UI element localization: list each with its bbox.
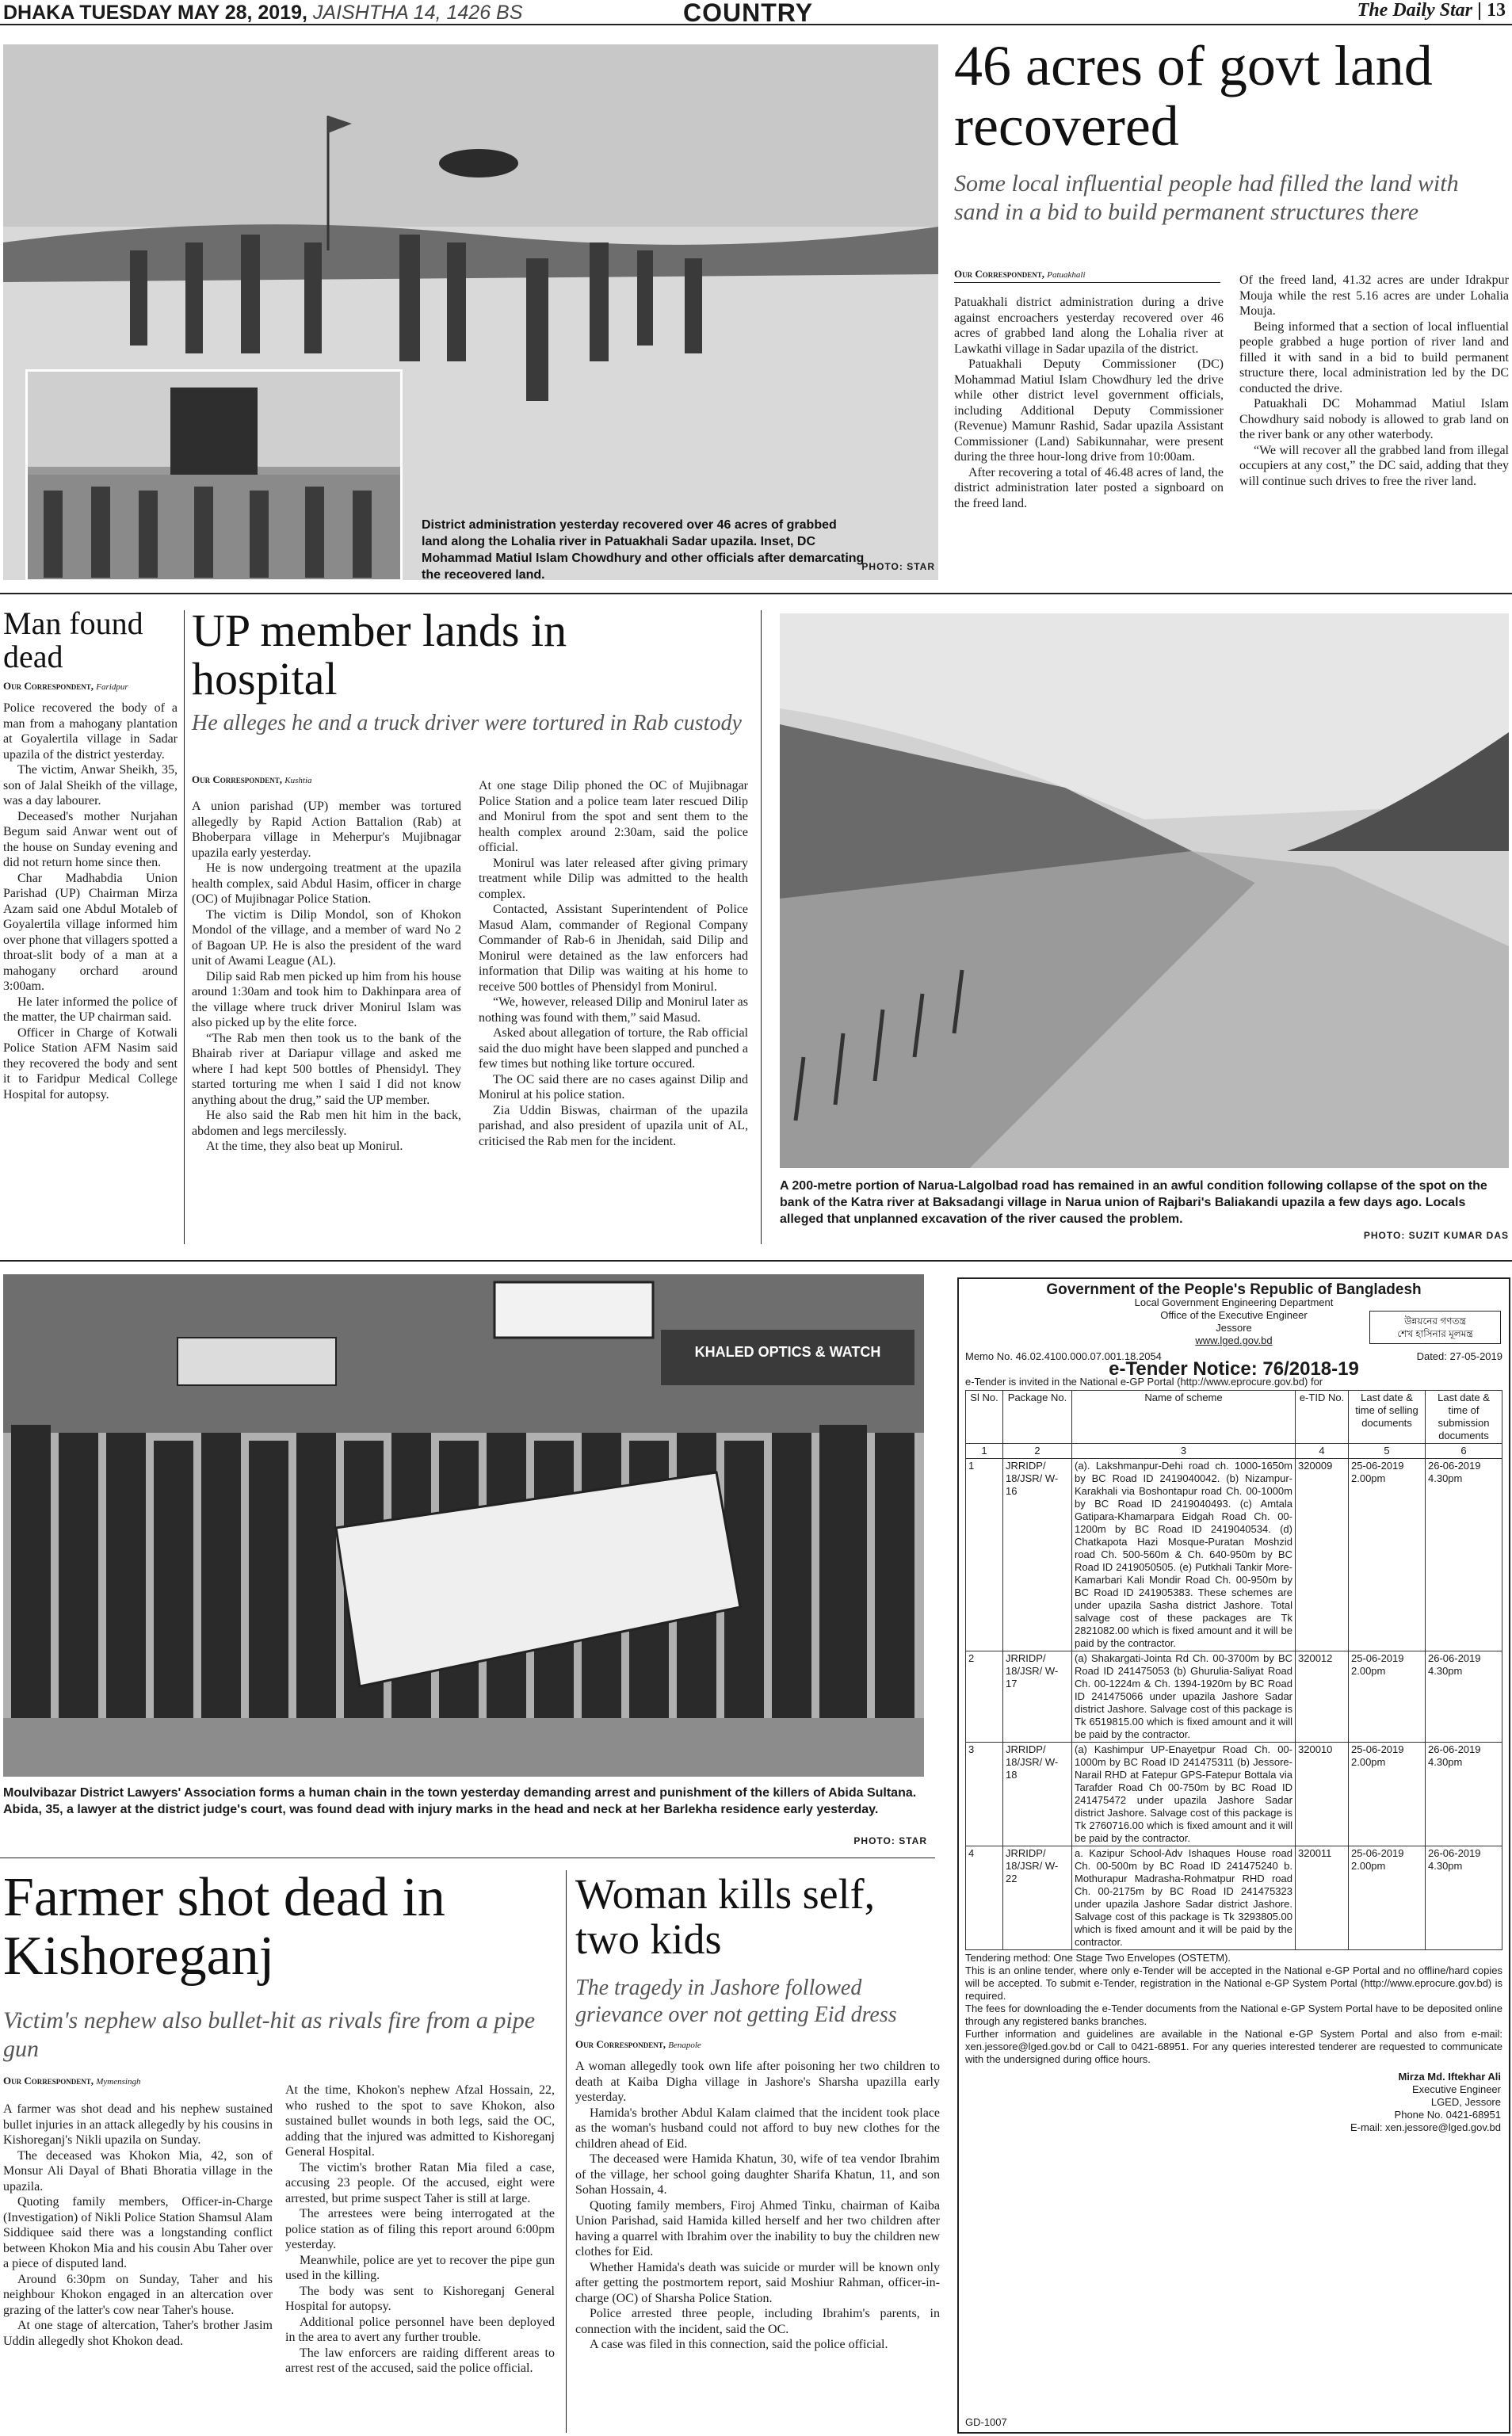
row-tid: 320010 bbox=[1296, 1743, 1349, 1846]
th-scheme: Name of scheme bbox=[1072, 1391, 1296, 1444]
story5-para-7: A case was filed in this connection, said the police official. bbox=[590, 2338, 888, 2351]
story3-deck: He alleges he and a truck driver were tortured in Rab custody bbox=[192, 711, 742, 735]
story5-para-5: Whether Hamida's death was suicide or murder will be known only after getting the postmortem report, said Moshiur Rahman, officer-in-charge (OC) of Sharsha Police Station. bbox=[575, 2260, 940, 2305]
story1-para-5: Being informed that a section of local influential people grabbed a huge portion of river land and filled it with sand in a bid to build permanent structure there, local administration led by the DC conducted the drive. bbox=[1239, 319, 1509, 395]
row-selling: 25-06-2019 2.00pm bbox=[1349, 1743, 1426, 1846]
story3-divider bbox=[761, 610, 762, 1244]
story3-c2-para-6: The OC said there are no cases against Dilip and Monirul at his police station. bbox=[479, 1072, 748, 1102]
human-chain-caption: Moulvibazar District Lawyers' Association forms a human chain in the town yesterday demanding arrest and punishment of the killers of Abida Sultana. Abida, 35, a lawyer at the district judge's court, was found dead with injury marks in the head and neck at her Barlekha residence early yesterday. bbox=[3, 1786, 917, 1816]
row-sl: 2 bbox=[966, 1651, 1003, 1743]
colnum: 1 bbox=[966, 1444, 1003, 1459]
story4-c2-para-1: At the time, Khokon's nephew Afzal Hossain, 22, who rushed to the spot to save Khokon, also sustained bullet wounds in both legs, said the OC, adding that the injured was admitted to Kishoreganj General Hospital. bbox=[285, 2083, 555, 2159]
colnum: 3 bbox=[1072, 1444, 1296, 1459]
colnum: 5 bbox=[1349, 1444, 1426, 1459]
story3-column-1 bbox=[192, 799, 461, 1246]
dateline: DHAKA TUESDAY MAY 28, 2019, JAISHTHA 14, 1426 BS bbox=[3, 2, 523, 24]
story5-byline: Our Correspondent, Benapole bbox=[575, 2038, 701, 2050]
page-number: 13 bbox=[1487, 0, 1506, 21]
colnum: 6 bbox=[1426, 1444, 1502, 1459]
story5-para-6: Police arrested three people, including Ibrahim's parents, in connection with the incident, said the OC. bbox=[575, 2307, 940, 2336]
land-photo-credit: PHOTO: STAR bbox=[861, 561, 935, 572]
shop-sign: KHALED OPTICS & WATCH bbox=[694, 1344, 881, 1360]
tender-notice bbox=[957, 1277, 1510, 2434]
story2-divider bbox=[184, 610, 185, 1244]
story4-deck: Victim's nephew also bullet-hit as rivals fire from a pipe gun bbox=[3, 2007, 536, 2062]
tender-office: Office of the Executive Engineer bbox=[1160, 1309, 1308, 1321]
tender-dept: Local Government Engineering Department bbox=[1134, 1296, 1334, 1308]
tender-notes bbox=[959, 1952, 1509, 2066]
story4-byline: Our Correspondent, Mymensingh bbox=[3, 2075, 141, 2087]
tender-slogan-box bbox=[1369, 1311, 1501, 1344]
table-row bbox=[966, 1651, 1502, 1743]
slogan-line-1: উন্নয়নের গণতন্ত্র bbox=[1404, 1315, 1466, 1327]
inset-scene bbox=[28, 372, 400, 579]
tender-date: Dated: 27-05-2019 bbox=[1416, 1350, 1502, 1362]
story4-c1-para-2: The deceased was Khokon Mia, 42, son of Monsur Ali Dayal of Bhati Bhoratia village in the upazila. bbox=[3, 2148, 273, 2194]
row-submission: 26-06-2019 4.30pm bbox=[1426, 1846, 1502, 1950]
row-selling: 25-06-2019 2.00pm bbox=[1349, 1846, 1426, 1950]
story4-c1-para-1: A farmer was shot dead and his nephew sustained bullet injuries in an attack allegedly by his cousins in Kishoreganj's Nikli upazila on Sunday. bbox=[3, 2102, 273, 2147]
story1-para-1: Patuakhali district administration during a drive against encroachers yesterday recovered over 46 acres of grabbed land along the Lohalia river at Lawkathi village in Sadar upazila of the district. bbox=[954, 296, 1224, 356]
story2-para-2: The victim, Anwar Sheikh, 35, son of Jalal Sheikh of the village, was a day labourer. bbox=[3, 763, 178, 808]
story4-column-2 bbox=[285, 2083, 555, 2433]
story4-headline: Farmer shot dead in Kishoreganj bbox=[3, 1867, 445, 1987]
slogan-line-2: শেখ হাসিনার মূলমন্ত্র bbox=[1397, 1328, 1473, 1339]
tender-gd-number: GD-1007 bbox=[965, 2416, 1007, 2428]
th-selling: Last date & time of selling documents bbox=[1349, 1391, 1426, 1444]
story1-para-2: Patuakhali Deputy Commissioner (DC) Mohammad Matiul Islam Chowdhury led the drive while other district level government officials, including Additional Deputy Commissioner (Revenue) Mamunr Rashid, Sadar upazila Assistant Commissioner (Land) Sabikunnahar, were present during the three hour-long drive from 10:00am. bbox=[954, 357, 1224, 464]
story2-para-1: Police recovered the body of a man from a mahogany plantation at Goyalertila village in Sadar upazila of the district yesterday. bbox=[3, 701, 178, 762]
th-submission: Last date & time of submission documents bbox=[1426, 1391, 1502, 1444]
story4-column-1 bbox=[3, 2102, 273, 2433]
row-package: JRRIDP/ 18/JSR/ W-18 bbox=[1003, 1743, 1072, 1846]
story3-c1-para-1: A union parishad (UP) member was tortured allegedly by Rapid Action Battalion (Rab) at Bhoberpara village in Meherpur's Mujibnagar upazila early yesterday. bbox=[192, 800, 461, 860]
land-photo-caption: District administration yesterday recovered over 46 acres of grabbed land along the Lohalia river in Patuakhali Sadar upazila. Inset, DC Mohammad Matiul Islam Chowdhury and other officials after demarcating the receovered land. bbox=[422, 518, 865, 580]
tender-web-link[interactable]: www.lged.gov.bd bbox=[1195, 1334, 1273, 1346]
story3-c1-para-5: “The Rab men then took us to the bank of the Bhairab river at Dariapur village and asked me where I had kept 500 bottles of Phensidyl. They started torturing me when I said I did not know anything about the drug,” said the UP member. bbox=[192, 1031, 461, 1107]
row-sl: 1 bbox=[966, 1459, 1003, 1651]
story4-c2-para-5: The body was sent to Kishoreganj General Hospital for autopsy. bbox=[285, 2284, 555, 2313]
section-divider-1 bbox=[0, 593, 1512, 594]
row-submission: 26-06-2019 4.30pm bbox=[1426, 1459, 1502, 1651]
story3-c1-para-7: At the time, they also beat up Monirul. bbox=[206, 1140, 403, 1153]
story2-headline: Man found dead bbox=[3, 605, 143, 674]
road-collapse-scene bbox=[780, 613, 1509, 1168]
story4-c2-para-4: Meanwhile, police are yet to recover the pipe gun used in the killing. bbox=[285, 2253, 555, 2282]
signer-name: Mirza Md. Iftekhar Ali bbox=[1398, 2071, 1501, 2083]
story3-c2-para-3: Contacted, Assistant Superintendent of Police Masud Alam, commander of Regional Company Commander of Rab-6 in Jhenidah, said Dilip and Monirul were detained as the law enforcers had information that Dilip was waiting at his home to receive 500 bottles of Phensidyl from Monirul. bbox=[479, 903, 748, 994]
story3-c1-para-3: The victim is Dilip Mondol, son of Khokon Mondol of the village, and a member of ward No 2 of Bagoan UP. He is also the president of the ward unit of Awami League (AL). bbox=[192, 907, 461, 968]
story4-c1-para-5: At one stage of altercation, Taher's brother Jasim Uddin allegedly shot Khokon dead. bbox=[3, 2319, 273, 2348]
story3-c2-para-2: Monirul was later released after giving primary treatment while Dilip was admitted to the health complex. bbox=[479, 856, 748, 901]
row-submission: 26-06-2019 4.30pm bbox=[1426, 1743, 1502, 1846]
tender-note-1: Tendering method: One Stage Two Envelopes (OSTETM). bbox=[965, 1952, 1231, 1964]
story5-headline: Woman kills self, two kids bbox=[575, 1870, 876, 1963]
human-chain-credit: PHOTO: STAR bbox=[853, 1835, 927, 1846]
th-tid: e-TID No. bbox=[1296, 1391, 1349, 1444]
story3-column-2 bbox=[479, 778, 748, 1246]
row-tid: 320009 bbox=[1296, 1459, 1349, 1651]
inset-photo bbox=[25, 369, 403, 580]
row-submission: 26-06-2019 4.30pm bbox=[1426, 1651, 1502, 1743]
story3-c2-para-1: At one stage Dilip phoned the OC of Mujibnagar Police Station and a police team later rescued Dilip and Monirul from the spot and sent them to the health complex around 2:30am, said the police official. bbox=[479, 779, 748, 854]
row-tid: 320011 bbox=[1296, 1846, 1349, 1950]
row-package: JRRIDP/ 18/JSR/ W-17 bbox=[1003, 1651, 1072, 1743]
story4-divider bbox=[566, 1870, 567, 2433]
signer-org: LGED, Jessore bbox=[1430, 2096, 1501, 2108]
story4-c2-para-3: The arrestees were being interrogated at the police station as of filing this report around 6:00pm yesterday. bbox=[285, 2207, 555, 2251]
tender-note-2: This is an online tender, where only e-Tender will be accepted in the National e-GP Portal and no offline/hard copies will be accepted. To submit e-Tender, registration in the National e-GP System Portal (http://www.eprocure.gov.bd) is required. bbox=[965, 1964, 1502, 2002]
tender-note-3: The fees for downloading the e-Tender documents from the National e-GP System Portal have to be deposited online through any registered banks branches. bbox=[965, 2003, 1502, 2027]
table-row bbox=[966, 1743, 1502, 1846]
table-row bbox=[966, 1459, 1502, 1651]
tender-title: e-Tender Notice: 76/2018-19 bbox=[1109, 1358, 1359, 1380]
row-scheme: (a) Shakargati-Jointa Rd Ch. 00-3700m by BC Road ID 241475053 (b) Ghurulia-Saliyat Road Ch. 00-1224m & Ch. 1394-1920m by BC Road ID 241475066 under upazila Jashore Sadar district Jashore. Salvage cost of this package is Tk 6519815.00 which is fixed amount and it will be paid by the contractor. bbox=[1072, 1651, 1296, 1743]
row-scheme: (a). Lakshmanpur-Dehi road ch. 1000-1650m by BC Road ID 2419040042. (b) Nizampur-Karakhali via Boshontapur road Ch. 00-1000m by BC Road ID 2419040493. (c) Amtala Gatipara-Khamarpara Eidgah Road Ch. 00-1200m by BC Road ID 2419040534. (d) Chatkapota Hazi Mosque-Puratan Moshzid road Ch. 500-560m & Ch. 640-950m by BC Road ID 2419050505. (e) Putkhali Tankir More-Kamarbari Kali Mondir Road Ch. 00-950m by BC Road ID 241905383. These schemes are under upazila Sasha district Jashore. Total salvage cost of these packages are Tk 2821082.00 which is fixed amount and it will be paid by the contractor. bbox=[1072, 1459, 1296, 1651]
story1-para-6: Patuakhali DC Mohammad Matiul Islam Chowdhury said nobody is allowed to grab land on the river bank or any other waterbody. bbox=[1239, 397, 1509, 441]
tender-note-4: Further information and guidelines are available in the National e-GP System Portal and also from e-mail: xen.jessore@lged.gov.bd or Call to 0421-68951. For any queries interested tenderer are requested to communicate with the undersigned during office hours. bbox=[965, 2028, 1502, 2065]
table-row bbox=[966, 1846, 1502, 1950]
story5-column bbox=[575, 2059, 940, 2433]
masthead bbox=[0, 0, 1512, 25]
land-recovery-photo bbox=[3, 44, 938, 580]
signer-title: Executive Engineer bbox=[1411, 2083, 1501, 2095]
story3-c1-para-2: He is now undergoing treatment at the upazila health complex, said Abdul Hasim, officer in charge (OC) of Mujibnagar Police Station. bbox=[192, 861, 461, 906]
tender-city: Jessore bbox=[1216, 1322, 1252, 1334]
tender-signature bbox=[959, 2066, 1509, 2134]
story3-headline: UP member lands in hospital bbox=[192, 605, 567, 704]
story2-byline: Our Correspondent, Faridpur bbox=[3, 680, 128, 692]
story2-para-4: Char Madhabdia Union Parishad (UP) Chairman Mirza Azam said one Abdul Motaleb of Goyalertila village informed him over phone that villagers spotted a throat-slit body of a man at a mahogany orchard around 3:00am. bbox=[3, 871, 178, 993]
row-scheme: a. Kazipur School-Adv Ishaques House road Ch. 00-500m by BC Road ID 241475240 b. Mothurapur Madrasha-Rohmatpur RHD road Ch. 00-2175m by BC Road ID 241475323 under upazila Jashore Sadar district Jashore. Salvage cost of this package is Tk 3293805.00 which is fixed amount and it will be paid by the contractor. bbox=[1072, 1846, 1296, 1950]
colnum: 2 bbox=[1003, 1444, 1072, 1459]
row-selling: 25-06-2019 2.00pm bbox=[1349, 1459, 1426, 1651]
story1-deck: Some local influential people had filled the land with sand in a bid to build permanent structures there bbox=[954, 170, 1459, 225]
story5-para-3: The deceased were Hamida Khatun, 30, wife of tea vendor Ibrahim of the village, her school going daughter Sharifa Khatun, 11, and son Sohan Hossain, 4. bbox=[575, 2152, 940, 2197]
row-package: JRRIDP/ 18/JSR/ W-16 bbox=[1003, 1459, 1072, 1651]
story2-para-3: Deceased's mother Nurjahan Begum said Anwar went out of the house on Sunday evening and did not return home since then. bbox=[3, 809, 178, 869]
road-collapse-photo bbox=[780, 613, 1509, 1168]
story4-c2-para-7: The law enforcers are raiding different areas to arrest rest of the accused, said the police official. bbox=[285, 2346, 555, 2375]
row-sl: 4 bbox=[966, 1846, 1003, 1950]
tender-memo: Memo No. 46.02.4100.000.07.001.18.2054 bbox=[965, 1350, 1162, 1362]
th-sl: Sl No. bbox=[966, 1391, 1003, 1444]
story2-para-5: He later informed the police of the matter, the UP chairman said. bbox=[3, 995, 178, 1024]
signer-email[interactable]: E-mail: xen.jessore@lged.gov.bd bbox=[1350, 2121, 1501, 2133]
story1-byline-rule bbox=[954, 282, 1220, 283]
road-photo-caption: A 200-metre portion of Narua-Lalgolbad road has remained in an awful condition following collapse of the spot on the bank of the Katra river at Baksadangi village in Narua union of Rajbari's Baliakandi upazila a few days ago. Locals alleged that unplanned excavation of the river caused the problem. bbox=[780, 1179, 1487, 1226]
tender-table bbox=[965, 1390, 1502, 1950]
story2-column bbox=[3, 701, 178, 1247]
story4-c2-para-2: The victim's brother Ratan Mia filed a case, accusing 23 people. Of the accused, eight were arrested, but prime suspect Taher is still at large. bbox=[285, 2160, 555, 2205]
story2-para-6: Officer in Charge of Kotwali Police Station AFM Nasim said they recovered the body and sent it to Faridpur Medical College Hospital for autopsy. bbox=[3, 1025, 178, 1102]
story5-para-4: Quoting family members, Firoj Ahmed Tinku, chairman of Kaiba Union Parishad, said Hamida killed herself and her two children after having a quarrel with Ibrahim over the inability to buy the children new clothes for Eid. bbox=[575, 2198, 940, 2258]
story1-byline: Our Correspondent, Patuakhali bbox=[954, 268, 1086, 280]
row-tid: 320012 bbox=[1296, 1651, 1349, 1743]
story4-c1-para-4: Around 6:30pm on Sunday, Taher and his neighbour Khokon engaged in an altercation over grazing of the latter's cow near Taher's house. bbox=[3, 2272, 273, 2317]
tender-gov: Government of the People's Republic of Bangladesh bbox=[1046, 1281, 1422, 1298]
story1-column-2 bbox=[1239, 273, 1509, 578]
story3-byline: Our Correspondent, Kushtia bbox=[192, 773, 312, 785]
story3-c2-para-4: “We, however, released Dilip and Monirul later as nothing was found with them,” said Masud. bbox=[479, 995, 748, 1025]
row-package: JRRIDP/ 18/JSR/ W-22 bbox=[1003, 1846, 1072, 1950]
section-title: COUNTRY bbox=[683, 0, 814, 27]
story4-c2-para-6: Additional police personnel have been deployed in the area to avert any further trouble. bbox=[285, 2315, 555, 2344]
story3-c1-para-6: He also said the Rab men hit him in the back, abdomen and legs mercilessly. bbox=[192, 1109, 461, 1138]
story1-para-3: After recovering a total of 46.48 acres of land, the district administration later posted a signboard on the freed land. bbox=[954, 465, 1224, 510]
story5-deck: The tragedy in Jashore followed grievance over not getting Eid dress bbox=[575, 1976, 897, 2027]
signer-phone: Phone No. 0421-68951 bbox=[1394, 2109, 1501, 2121]
paper-name: The Daily Star 13 bbox=[1357, 0, 1506, 21]
story1-headline: 46 acres of govt land recovered bbox=[954, 34, 1433, 158]
tender-colnum-row bbox=[966, 1444, 1502, 1459]
road-photo-credit: PHOTO: SUZIT KUMAR DAS bbox=[1363, 1230, 1509, 1241]
story5-para-2: Hamida's brother Abdul Kalam claimed that the incident took place as the woman's husband could not afford to buy new clothes for the children ahead of Eid. bbox=[575, 2106, 940, 2151]
story1-para-7: “We will recover all the grabbed land from illegal occupiers at any cost,” the DC said, adding that they will continue such drives to free the river land. bbox=[1239, 443, 1509, 488]
story4-c1-para-3: Quoting family members, Officer-in-Charge (Investigation) of Nikli Police Station Shamsul Alam Siddiquee said there was a longstanding conflict between Khokon Mia and his cousin Abu Taher over a piece of disputed land. bbox=[3, 2195, 273, 2270]
th-package: Package No. bbox=[1003, 1391, 1072, 1444]
tender-table-header bbox=[966, 1391, 1502, 1444]
story1-column-1 bbox=[954, 295, 1224, 577]
story5-para-1: A woman allegedly took own life after poisoning her two children to death at Kaiba Digha village in Jashore's Sharsha upazilla early yesterday. bbox=[575, 2060, 940, 2104]
story1-para-4: Of the freed land, 41.32 acres are under Idrakpur Mouja while the rest 5.16 acres are under Lohalia Mouja. bbox=[1239, 273, 1509, 318]
row-selling: 25-06-2019 2.00pm bbox=[1349, 1651, 1426, 1743]
row-sl: 3 bbox=[966, 1743, 1003, 1846]
row-scheme: (a) Kashimpur UP-Enayetpur Road Ch. 00-1000m by BC Road ID 241475311 (b) Jessore-Narail RHD at Fatepur GPS-Fatepur Bottala via Tarafder Road Ch 00-750m by BC Road ID 241475472 under upazila Jashore Sadar district Jashore. Salvage cost of this package is Tk 2760716.00 which is fixed amount and it will be paid by the contractor. bbox=[1072, 1743, 1296, 1846]
colnum: 4 bbox=[1296, 1444, 1349, 1459]
story3-c2-para-7: Zia Uddin Biswas, chairman of the upazila parishad, and also president of upazila unit of AL, criticised the Rab men for the incident. bbox=[479, 1103, 748, 1148]
section-divider-2 bbox=[0, 1260, 1512, 1262]
tender-intro: e-Tender is invited in the National e-GP Portal (http://www.eprocure.gov.bd) for bbox=[965, 1376, 1323, 1388]
story3-c1-para-4: Dilip said Rab men picked up him from his house around 1:30am and took him to Dakhinpara area of the village where truck driver Monirul Islam was also picked up by the elite force. bbox=[192, 969, 461, 1029]
human-chain-photo bbox=[3, 1274, 924, 1777]
story3-c2-para-5: Asked about allegation of torture, the Rab official said the duo might have been slapped and punched a few times but nothing like torture occured. bbox=[479, 1026, 748, 1071]
